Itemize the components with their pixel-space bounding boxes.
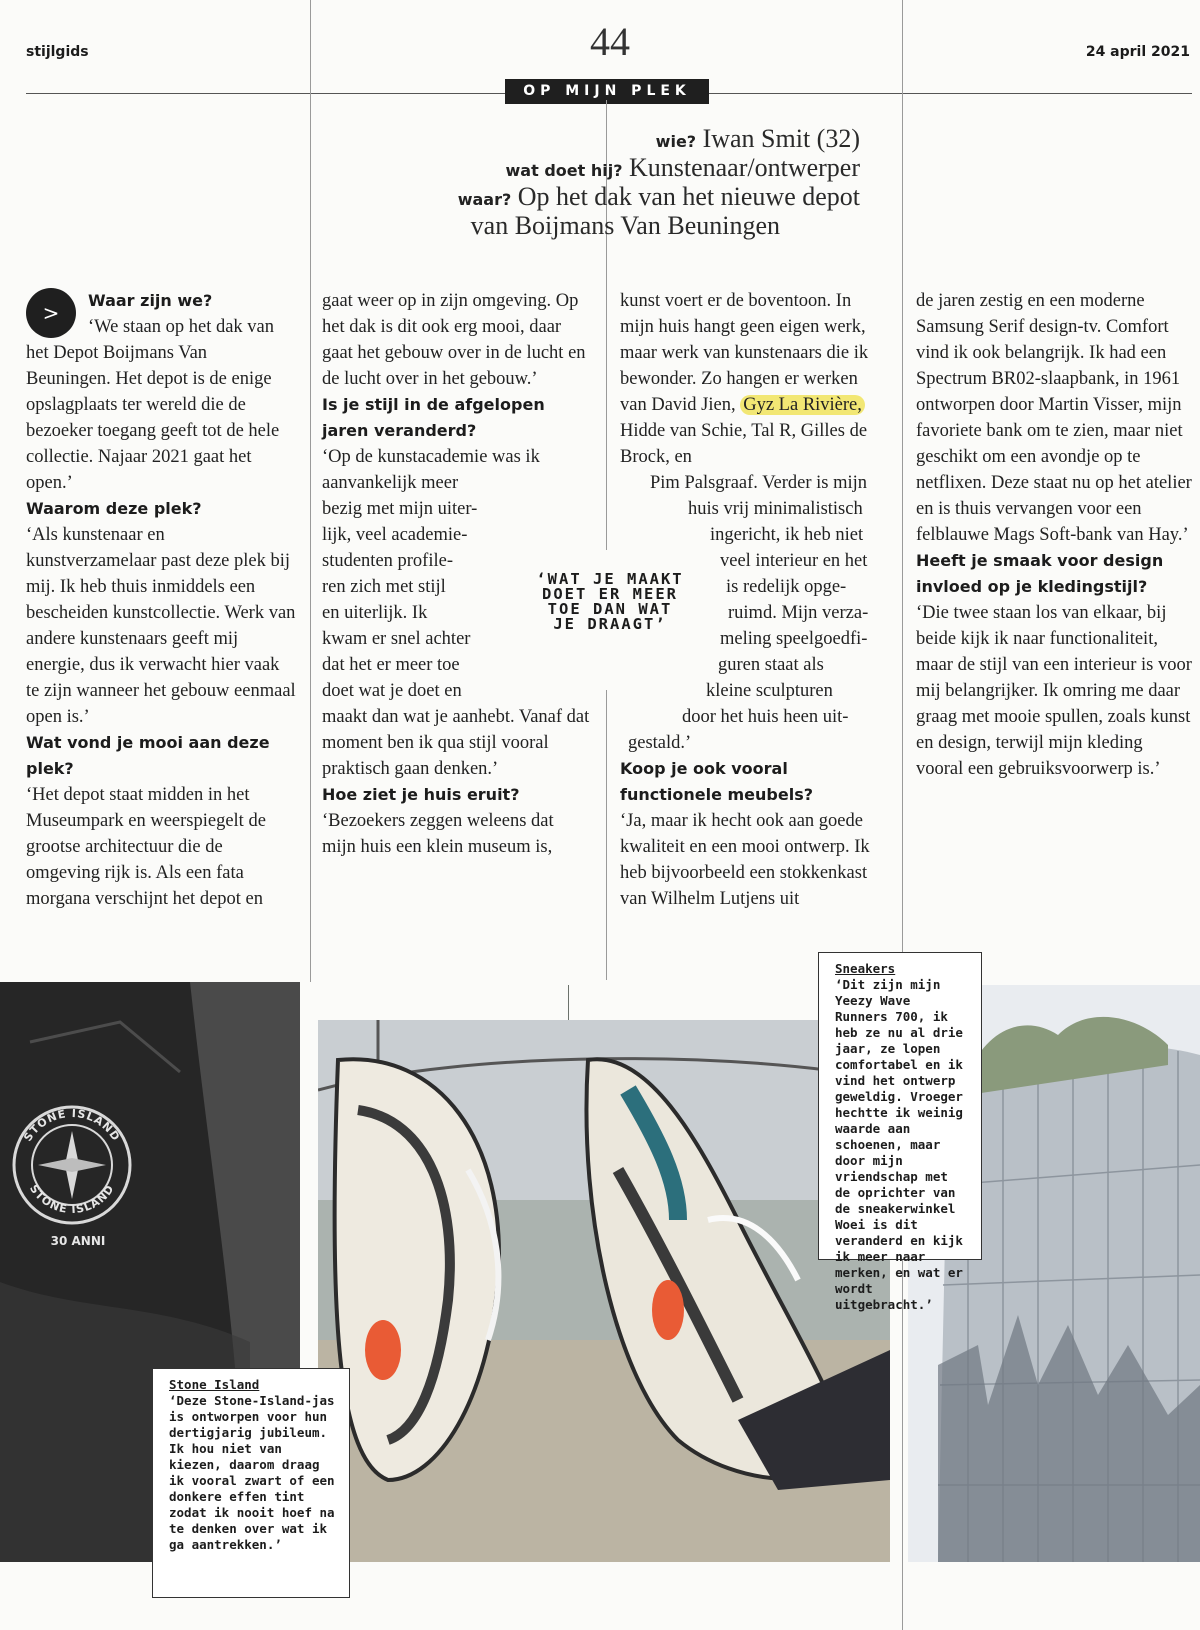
answer-line: aanvankelijk meer: [322, 473, 459, 493]
caption-text: ‘Deze Stone-Island-jas is ontworpen voor hun dertigjarig jubileum. Ik hou niet van kiezen, daarom draag ik vooral zwart of een donkere effen tint zodat ik nooit hoef na te denken over wat ik ga aantrekken.’: [169, 1393, 335, 1552]
article-column-4: [916, 288, 1192, 782]
answer-text: de jaren zestig en een moderne Samsung Serif design-tv. Comfort vind ik ook belangrijk. Ik had een Spectrum BR02-slaapbank, in 1961 ontworpen door Martin Visser, mijn favoriete bank om te zien, maar niet geschikt om een avondje op te netflixen. Deze staat nu op het atelier en is thuis vervangen voor een felblauwe Mags Soft-bank van Hay.’: [916, 291, 1192, 545]
answer-line: Pim Palsgraaf. Verder is mijn: [650, 473, 868, 493]
column-rule: [902, 1260, 903, 1630]
answer-line: lijk, veel academie-: [322, 525, 468, 545]
answer-text: ‘Ja, maar ik hecht ook aan goede kwaliteit en een mooi ontwerp. Ik heb bijvoorbeeld een stokkenkast van Wilhelm Lutjens uit: [620, 811, 870, 909]
question-heading: Is je stijl in de afgelopen jaren veranderd?: [322, 395, 545, 440]
question-heading: Waarom deze plek?: [26, 499, 202, 518]
pull-quote: ‘WAT JE MAAKT DOET ER MEER TOE DAN WAT JE DRAAGT’: [536, 570, 684, 633]
svg-text:STONE ISLAND: STONE ISLAND: [27, 1182, 117, 1217]
answer-line: guren staat als: [718, 655, 824, 675]
question-heading: Koop je ook vooral functionele meubels?: [620, 759, 814, 804]
answer-line: kwam er snel achter: [322, 629, 471, 649]
answer-line: gestald.’: [628, 733, 692, 753]
answer-line: ingericht, ik heb niet: [710, 525, 864, 545]
issue-date: 24 april 2021: [1085, 44, 1190, 60]
answer-line: ruimd. Mijn verza-: [728, 603, 869, 623]
answer-text: ‘We staan op het dak van: [88, 317, 275, 337]
answer-text: ‘Bezoekers zeggen weleens dat mijn huis een klein museum is,: [322, 811, 554, 857]
article-column-1: [26, 288, 296, 912]
answer-text: ‘Als kunstenaar en kunstverzamelaar past deze plek bij mij. Ik heb thuis inmiddels een bescheiden kunstcollectie. Werk van andere kunstenaars geeft mij energie, dus ik verwacht hier vaak te zijn wanneer het gebouw eenmaal open is.’: [26, 525, 296, 727]
intro-where-label: waar?: [457, 190, 512, 209]
article-start-arrow-icon: >: [26, 288, 76, 338]
caption-title: Sneakers: [835, 961, 896, 976]
intro-who: Iwan Smit (32): [702, 124, 860, 153]
answer-line: ren zich met stijl: [322, 577, 446, 597]
answer-text: gaat weer op in zijn omgeving. Op het dak is dit ook erg mooi, daar gaat het gebouw over in de lucht en de lucht over in het gebouw.’: [322, 291, 586, 389]
intro-where-cont: van Boijmans Van Beuningen: [470, 211, 780, 240]
question-heading: Wat vond je mooi aan deze plek?: [26, 733, 270, 778]
section-label: OP MIJN PLEK: [505, 79, 709, 104]
question-heading: Waar zijn we?: [88, 291, 213, 310]
stone-island-caption: [152, 1368, 350, 1598]
answer-line: studenten profile-: [322, 551, 453, 571]
sneakers-photo: [318, 1020, 890, 1562]
answer-text: maakt dan wat je aanhebt. Vanaf dat moment ben ik qua stijl vooral praktisch gaan denken.’: [322, 707, 590, 779]
answer-line: bezig met mijn uiter-: [322, 499, 478, 519]
intro-who-label: wie?: [655, 132, 697, 151]
answer-line: veel interieur en het: [720, 551, 868, 571]
answer-text: [620, 288, 888, 470]
sneakers-caption: [818, 952, 982, 1312]
answer-line: door het huis heen uit-: [682, 707, 849, 727]
answer-line: kleine sculpturen: [706, 681, 833, 701]
sneakers-illustration: [318, 1020, 890, 1562]
svg-text:STONE ISLAND: STONE ISLAND: [21, 1106, 123, 1144]
answer-text-part: kunst voert er de boventoon. In mijn huis hangt geen eigen werk, maar werk van kunstenaars die ik bewonder. Zo hangen er werken van David Jien,: [620, 291, 869, 415]
intro-block: [250, 126, 860, 239]
svg-text:30 ANNI: 30 ANNI: [50, 1234, 106, 1248]
answer-text-part: Hidde van Schie, Tal R, Gilles de Brock, en: [620, 421, 868, 467]
column-rule: [606, 690, 607, 980]
answer-line: en uiterlijk. Ik: [322, 603, 428, 623]
answer-line: huis vrij minimalistisch: [688, 499, 863, 519]
intro-where: Op het dak van het nieuwe depot: [517, 182, 860, 211]
caption-text: ‘Dit zijn mijn Yeezy Wave Runners 700, ik heb ze nu al drie jaar, ze lopen comfortabel en ik vind het ontwerp geweldig. Vroeger hechtte ik weinig waarde aan schoenen, maar door mijn vriendschap met de oprichter van de sneakerwinkel Woei is dit veranderd en kijk ik meer naar merken, en wat er wordt uitgebracht.’: [835, 977, 963, 1312]
answer-line: doet wat je doet en: [322, 681, 462, 701]
answer-text: ‘Het depot staat midden in het Museumpark en weerspiegelt de grootse architectuur die de omgeving rijk is. Als een fata morgana verschijnt het depot en: [26, 785, 266, 909]
answer-line: meling speelgoedfi-: [720, 629, 868, 649]
answer-line: is redelijk opge-: [726, 577, 847, 597]
highlighted-name: Gyz La Rivière,: [740, 395, 865, 415]
answer-text: ‘Op de kunstacademie was ik: [322, 447, 540, 467]
question-heading: Heeft je smaak voor design invloed op je kledingstijl?: [916, 551, 1164, 596]
intro-what-label: wat doet hij?: [505, 161, 623, 180]
question-heading: Hoe ziet je huis eruit?: [322, 785, 520, 804]
answer-text: ‘Die twee staan los van elkaar, bij beide kijk ik naar functionaliteit, maar de stijl van een interieur is voor mij belangrijker. Ik omring me daar graag met mooie spullen, zoals kunst en design, terwijl mijn kleding vooral een gebruiksvoorwerp is.’: [916, 603, 1192, 779]
publication-section: stijlgids: [26, 44, 89, 60]
answer-text: het Depot Boijmans Van Beuningen. Het depot is de enige opslagplaats ter wereld die de bezoeker toegang geeft tot de hele collectie. Najaar 2021 gaat het open.’: [26, 343, 280, 493]
column-rule: [902, 0, 903, 952]
answer-line: dat het er meer toe: [322, 655, 460, 675]
intro-what: Kunstenaar/ontwerper: [628, 153, 860, 182]
page-number: 44: [590, 19, 630, 64]
caption-title: Stone Island: [169, 1377, 260, 1392]
